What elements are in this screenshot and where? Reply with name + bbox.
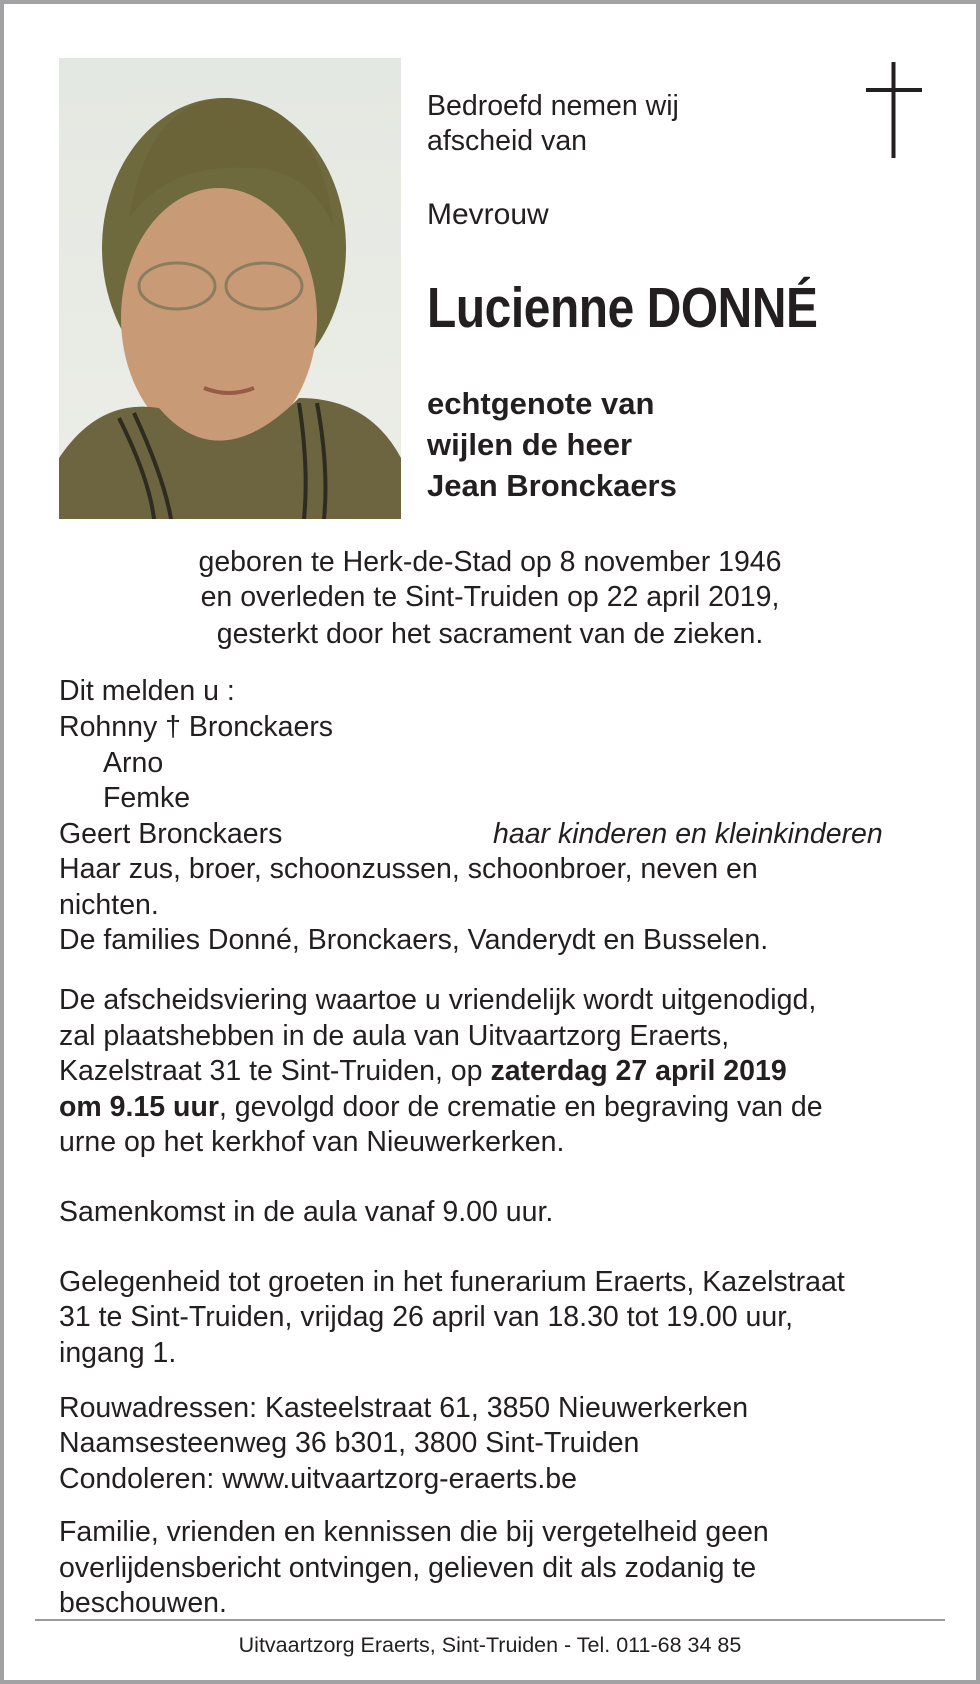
family-others: De families Donné, Bronckaers, Vanderydt en Busselen.: [59, 924, 769, 956]
ceremony-time: om 9.15 uur: [59, 1091, 219, 1123]
family-relation: haar kinderen en kleinkinderen: [493, 818, 883, 850]
closing-line: beschouwen.: [59, 1587, 227, 1619]
cross-icon: [866, 62, 922, 158]
birth-death-line: en overleden te Sint-Truiden op 22 april 2019,: [200, 581, 780, 613]
birth-death-line: geboren te Herk-de-Stad op 8 november 1946: [198, 546, 782, 578]
spouse-name: Jean Bronckaers: [427, 468, 677, 503]
ceremony-line: urne op het kerkhof van Nieuwerkerken.: [59, 1126, 565, 1158]
ceremony-line: zal plaatshebben in de aula van Uitvaartzorg Eraerts,: [59, 1020, 730, 1052]
visitation-line: 31 te Sint-Truiden, vrijdag 26 april van 18.30 tot 19.00 uur,: [59, 1301, 794, 1333]
family-member: Arno: [103, 747, 164, 779]
portrait-photo: [59, 58, 401, 519]
spouse-line: echtgenote van: [427, 386, 655, 421]
address-line: Rouwadressen: Kasteelstraat 61, 3850 Nieuwerkerken: [59, 1392, 749, 1424]
gathering-line: Samenkomst in de aula vanaf 9.00 uur.: [59, 1196, 554, 1228]
ceremony-line: [59, 1089, 823, 1125]
family-others: Haar zus, broer, schoonzussen, schoonbroer, neven en: [59, 853, 758, 885]
intro-line: Bedroefd nemen wij: [427, 90, 679, 122]
deceased-name: Lucienne DONNÉ: [427, 276, 818, 340]
intro-line: afscheid van: [427, 125, 588, 157]
footer-divider: [35, 1619, 945, 1621]
ceremony-line: [59, 1053, 787, 1089]
family-others: nichten.: [59, 889, 159, 921]
footer-text: Uitvaartzorg Eraerts, Sint-Truiden - Tel. 011-68 34 85: [238, 1633, 742, 1657]
ceremony-date: zaterdag 27 april 2019: [490, 1055, 787, 1087]
family-heading: Dit melden u :: [59, 675, 235, 707]
salutation: Mevrouw: [427, 198, 549, 231]
visitation-line: Gelegenheid tot groeten in het funerarium Eraerts, Kazelstraat: [59, 1266, 845, 1298]
ceremony-text: , gevolgd door de crematie en begraving van de: [218, 1091, 823, 1123]
family-member: Femke: [103, 782, 191, 814]
ceremony-text: Kazelstraat 31 te Sint-Truiden, op: [59, 1055, 491, 1087]
condolence-link: Condoleren: www.uitvaartzorg-eraerts.be: [59, 1463, 577, 1495]
closing-line: Familie, vrienden en kennissen die bij vergetelheid geen: [59, 1516, 769, 1548]
closing-line: overlijdensbericht ontvingen, gelieven dit als zodanig te: [59, 1552, 757, 1584]
address-line: Naamsesteenweg 36 b301, 3800 Sint-Truiden: [59, 1427, 640, 1459]
visitation-line: ingang 1.: [59, 1337, 177, 1369]
family-member: Geert Bronckaers: [59, 818, 283, 850]
family-member: Rohnny † Bronckaers: [59, 711, 334, 743]
birth-death-line: gesterkt door het sacrament van de zieken.: [216, 618, 764, 650]
ceremony-line: De afscheidsviering waartoe u vriendelijk wordt uitgenodigd,: [59, 984, 817, 1016]
spouse-line: wijlen de heer: [427, 427, 633, 462]
